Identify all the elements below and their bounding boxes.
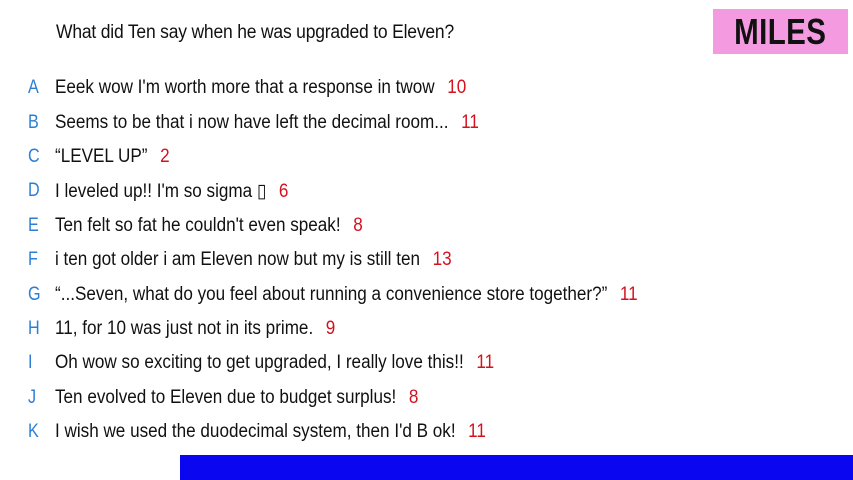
contestant-name-badge [713, 9, 848, 54]
answer-row-b [0, 105, 853, 139]
answer-line [55, 352, 494, 374]
answer-line [55, 77, 466, 99]
answer-line [55, 112, 479, 134]
answer-letter: I [28, 352, 33, 374]
answer-score: 11 [461, 111, 479, 133]
answer-letter: K [28, 421, 39, 443]
answer-score: 8 [353, 214, 363, 236]
answer-score: 6 [278, 180, 289, 202]
answer-line [55, 249, 452, 271]
answer-row-g [0, 277, 853, 311]
answer-score: 11 [619, 283, 638, 305]
answer-line [55, 284, 638, 306]
answer-text: “LEVEL UP” [55, 145, 148, 167]
answer-line [55, 180, 288, 203]
answer-line [55, 421, 486, 443]
answer-text: Ten felt so fat he couldn't even speak! [55, 214, 341, 236]
answer-score: 9 [325, 317, 336, 339]
answer-letter: C [28, 145, 40, 167]
answer-text: “...Seven, what do you feel about running a convenience store together?” [55, 283, 608, 305]
answer-row-h [0, 312, 853, 346]
contestant-name: MILES [734, 10, 827, 52]
answer-line [55, 318, 335, 340]
answer-row-d [0, 174, 853, 208]
answer-score: 2 [160, 145, 170, 167]
answer-row-i [0, 346, 853, 380]
answer-score: 13 [432, 249, 452, 271]
answer-score: 11 [468, 421, 486, 443]
answer-row-j [0, 381, 853, 415]
answer-letter: J [28, 386, 37, 408]
answer-letter: F [28, 249, 38, 271]
answer-text: I leveled up!! I'm so sigma ▯ [55, 180, 267, 202]
answer-list [0, 71, 853, 449]
answer-text: I wish we used the duodecimal system, then I'd B ok! [55, 421, 456, 443]
answer-letter: H [28, 317, 40, 339]
question-prompt: What did Ten say when he was upgraded to Eleven? [56, 22, 455, 43]
answer-line [55, 387, 418, 409]
answer-row-k [0, 415, 853, 449]
answer-row-f [0, 243, 853, 277]
answer-score: 11 [476, 352, 495, 374]
answer-text: Seems to be that i now have left the decimal room... [55, 111, 449, 133]
answer-score: 10 [447, 77, 467, 99]
answer-line [55, 146, 170, 168]
answer-text: Oh wow so exciting to get upgraded, I really love this!! [55, 352, 464, 374]
answer-text: Ten evolved to Eleven due to budget surplus! [55, 386, 397, 408]
answer-row-e [0, 209, 853, 243]
answer-letter: E [28, 214, 39, 236]
answer-letter: B [28, 111, 39, 133]
bottom-bar [180, 455, 853, 480]
answer-line [55, 215, 363, 237]
answer-text: i ten got older i am Eleven now but my is still ten [55, 249, 420, 271]
answer-letter: G [28, 283, 41, 305]
answer-score: 8 [408, 386, 419, 408]
answer-text: Eeek wow I'm worth more that a response in twow [55, 77, 435, 99]
answer-letter: A [28, 77, 39, 99]
answer-letter: D [28, 180, 40, 202]
answer-row-a [0, 71, 853, 105]
answer-row-c [0, 140, 853, 174]
answer-text: 11, for 10 was just not in its prime. [55, 317, 314, 339]
